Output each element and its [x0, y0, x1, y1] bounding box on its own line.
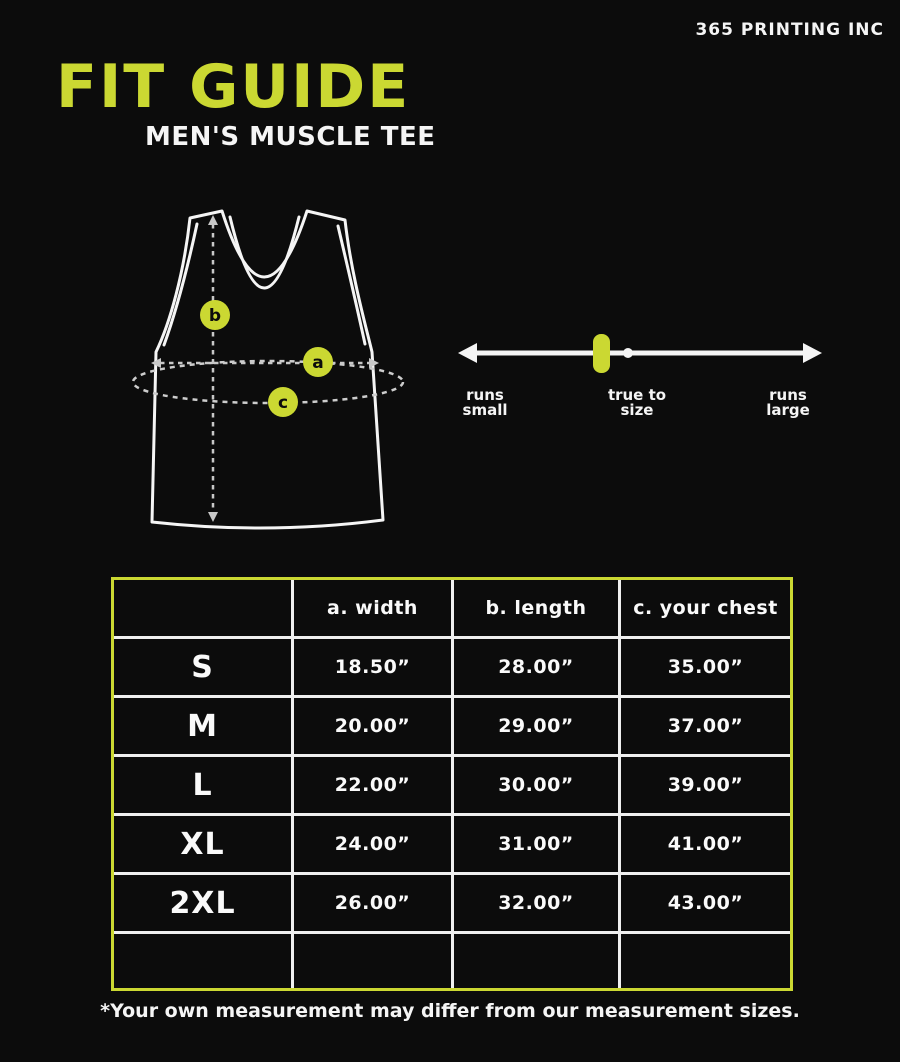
- measurement-disclaimer: *Your own measurement may differ from our measurement sizes.: [100, 1000, 800, 1022]
- chest-cell: 43.00”: [621, 875, 790, 931]
- width-cell: 18.50”: [294, 639, 451, 695]
- length-cell: 32.00”: [454, 875, 618, 931]
- scale-dot: [623, 348, 633, 358]
- size-cell: XL: [114, 816, 291, 872]
- size-table: [111, 577, 793, 991]
- brand-name: 365 PRINTING INC: [695, 20, 884, 40]
- scale-label-true-to-size: true to size: [607, 386, 667, 419]
- empty-cell: [454, 934, 618, 988]
- width-measure-line: [151, 358, 379, 368]
- marker-a-label: a: [312, 353, 324, 373]
- muscle-tee-diagram: [118, 193, 418, 553]
- tee-outline-icon: [152, 211, 383, 528]
- header-cell-width: a. width: [294, 580, 451, 636]
- marker-b-label: b: [208, 306, 222, 326]
- size-cell: S: [114, 639, 291, 695]
- length-cell: 31.00”: [454, 816, 618, 872]
- length-cell: 30.00”: [454, 757, 618, 813]
- fit-scale: [450, 328, 830, 380]
- width-cell: 22.00”: [294, 757, 451, 813]
- marker-a: [303, 347, 333, 377]
- width-cell: 24.00”: [294, 816, 451, 872]
- chest-cell: 37.00”: [621, 698, 790, 754]
- length-cell: 29.00”: [454, 698, 618, 754]
- size-cell: M: [114, 698, 291, 754]
- size-cell: 2XL: [114, 875, 291, 931]
- marker-b: [200, 300, 230, 330]
- scale-label-runs-large: runs large: [766, 386, 810, 419]
- header-cell-length: b. length: [454, 580, 618, 636]
- true-to-size-marker: [593, 334, 610, 373]
- marker-c: [268, 387, 298, 417]
- size-cell: L: [114, 757, 291, 813]
- scale-arrow-line: [458, 343, 822, 363]
- length-cell: 28.00”: [454, 639, 618, 695]
- header-cell-blank: [114, 580, 291, 636]
- scale-label-runs-small: runs small: [462, 386, 508, 419]
- width-cell: 20.00”: [294, 698, 451, 754]
- chest-cell: 39.00”: [621, 757, 790, 813]
- width-cell: 26.00”: [294, 875, 451, 931]
- length-measure-line: [208, 215, 218, 522]
- header-cell-chest: c. your chest: [621, 580, 790, 636]
- empty-cell: [621, 934, 790, 988]
- chest-cell: 35.00”: [621, 639, 790, 695]
- marker-c-label: c: [277, 393, 289, 413]
- empty-cell: [294, 934, 451, 988]
- chest-ellipse-line: [133, 361, 403, 403]
- page-title: FIT GUIDE: [56, 52, 411, 122]
- page-subtitle: MEN'S MUSCLE TEE: [145, 122, 436, 152]
- chest-cell: 41.00”: [621, 816, 790, 872]
- empty-cell: [114, 934, 291, 988]
